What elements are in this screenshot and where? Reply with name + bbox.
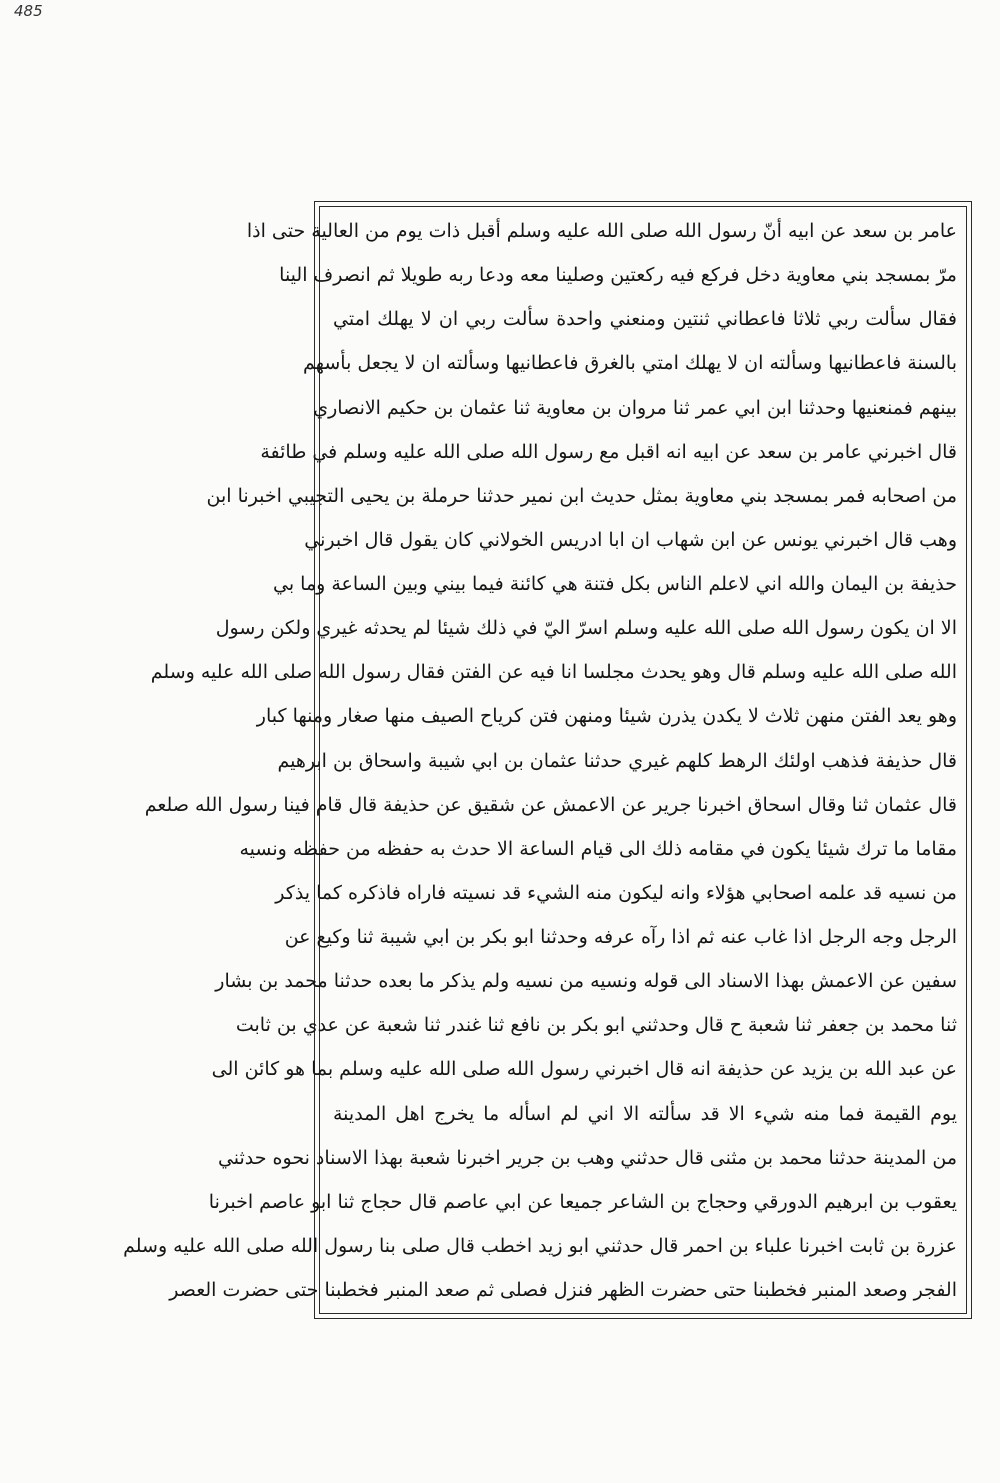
manuscript-line: ثنا محمد بن جعفر ثنا شعبة ح قال وحدثني ابو بكر بن نافع ثنا غندر ثنا شعبة عن عدي بن ثابت — [235, 1014, 957, 1037]
manuscript-line: الله صلى الله عليه وسلم قال وهو يحدث مجلسا انا فيه عن الفتن فقال رسول الله صلى الله عليه وسلم — [150, 661, 957, 684]
manuscript-line: يعقوب بن ابرهيم الدورقي وحجاج بن الشاعر جميعا عن ابي عاصم قال حجاج ثنا ابو عاصم اخبرنا — [208, 1190, 957, 1213]
manuscript-line: يوم القيمة فما منه شيء الا قد سألته الا اني لم اسأله ما يخرج اهل المدينة — [333, 1102, 957, 1125]
manuscript-line: بالسنة فاعطانيها وسألته ان لا يهلك امتي بالغرق فاعطانيها وسألته ان لا يجعل بأسهم — [302, 352, 957, 375]
manuscript-line: قال حذيفة فذهب اولئك الرهط كلهم غيري حدثنا عثمان بن ابي شيبة واسحاق بن ابرهيم — [277, 749, 957, 772]
manuscript-line: الفجر وصعد المنبر فخطبنا حتى حضرت الظهر فنزل فصلى ثم صعد المنبر فخطبنا حتى حضرت العصر — [169, 1279, 957, 1301]
manuscript-line: عامر بن سعد عن ابيه أنّ رسول الله صلى الله عليه وسلم أقبل ذات يوم من العالية حتى اذا — [246, 220, 957, 242]
manuscript-line: من المدينة حدثنا محمد بن مثنى قال حدثني وهب بن جرير اخبرنا شعبة بهذا الاسناد نحوه حدثني — [217, 1146, 957, 1169]
manuscript-line: من اصحابه فمر بمسجد بني معاوية بمثل حديث ابن نمير حدثنا حرملة بن يحيى التجيبي اخبرنا ابن — [206, 484, 957, 507]
manuscript-line: الا ان يكون رسول الله صلى الله عليه وسلم اسرّ اليّ في ذلك شيئا لم يحدثه غيري ولكن رسول — [215, 617, 957, 640]
manuscript-line: وهب قال اخبرني يونس عن ابن شهاب ان ابا ادريس الخولاني كان يقول قال اخبرني — [304, 528, 957, 551]
manuscript-frame — [123, 201, 972, 1319]
manuscript-line: من نسيه قد علمه اصحابي هؤلاء وانه ليكون منه الشيء قد نسيته فاراه فاذكره كما يذكر — [275, 881, 957, 904]
page-number: 485 — [14, 2, 43, 20]
manuscript-line: وهو يعد الفتن منهن ثلاث لا يكدن يذرن شيئا ومنهن فتن كرياح الصيف منها صغار ومنها كبار — [256, 705, 957, 728]
manuscript-line: فقال سألت ربي ثلاثا فاعطاني ثنتين ومنعني واحدة سألت ربي ان لا يهلك امتي — [333, 308, 957, 331]
manuscript-line: سفين عن الاعمش بهذا الاسناد الى قوله ونسيه من نسيه ولم يذكر ما بعده حدثنا محمد بن بشار — [215, 970, 957, 993]
manuscript-line: عن عبد الله بن يزيد عن حذيفة انه قال اخبرني رسول الله صلى الله عليه وسلم بما هو كائن الى — [211, 1058, 957, 1081]
manuscript-text — [123, 216, 957, 1306]
manuscript-line: حذيفة بن اليمان والله اني لاعلم الناس بكل فتنة هي كائنة فيما بيني وبين الساعة وما بي — [273, 573, 957, 595]
manuscript-line: قال عثمان ثنا وقال اسحاق اخبرنا جرير عن الاعمش عن شقيق عن حذيفة قال قام فينا رسول الله صلعم — [144, 793, 957, 816]
manuscript-line: عزرة بن ثابت اخبرنا علباء بن احمر قال حدثني ابو زيد اخطب قال صلى بنا رسول الله صلى الله عليه وسلم — [123, 1234, 957, 1257]
manuscript-line: مقاما ما ترك شيئا يكون في مقامه ذلك الى قيام الساعة الا حدث به حفظه من حفظه ونسيه — [239, 837, 957, 860]
manuscript-line: مرّ بمسجد بني معاوية دخل فركع فيه ركعتين وصلينا معه ودعا ربه طويلا ثم انصرف الينا — [279, 264, 957, 287]
manuscript-line: بينهم فمنعنيها وحدثنا ابن ابي عمر ثنا مروان بن معاوية ثنا عثمان بن حكيم الانصاري — [313, 396, 957, 419]
manuscript-line: قال اخبرني عامر بن سعد عن ابيه انه اقبل مع رسول الله صلى الله عليه وسلم في طائفة — [260, 440, 957, 463]
manuscript-line: الرجل وجه الرجل اذا غاب عنه ثم اذا رآه عرفه وحدثنا ابو بكر بن ابي شيبة ثنا وكيع عن — [284, 926, 957, 948]
